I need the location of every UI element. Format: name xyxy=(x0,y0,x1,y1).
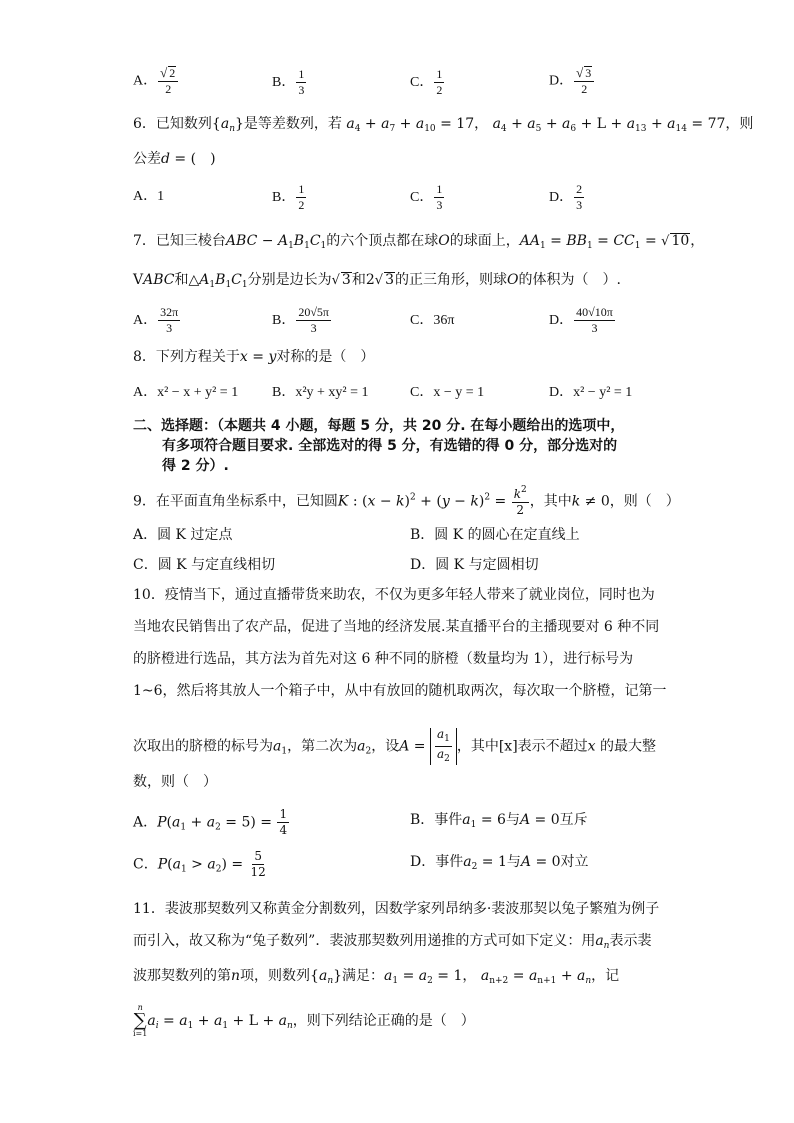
q5-option-d[interactable] xyxy=(549,66,595,96)
text: ，其中[x]表示不超过 xyxy=(456,738,588,755)
numerator: 32π xyxy=(158,306,180,321)
text: 的正三角形，则球 xyxy=(394,272,507,288)
q10-line1: 10．疫情当下，通过直播带货来助农，不仅为更多年轻人带来了就业岗位，同时也为 xyxy=(133,587,655,603)
text: 与 xyxy=(506,854,521,870)
text: ，第二次为 xyxy=(287,738,358,755)
frac: $\frac{√ 2}{2}$ xyxy=(158,66,178,96)
option-text: C．36π xyxy=(410,313,455,328)
text: 与 xyxy=(505,812,520,828)
text: = 77，则 xyxy=(691,116,754,132)
text: ，则（ ） xyxy=(609,493,680,510)
denominator: 3 xyxy=(166,321,173,336)
q10-option-c[interactable]: C．$P(a_1 > a_2)$ = $\frac{5}{12}$ xyxy=(133,849,266,880)
denominator: 3 xyxy=(436,198,443,213)
text: 8．下列方程关于 xyxy=(133,349,240,365)
text: 的六个顶点都在球 xyxy=(326,233,439,249)
text: 而引入，故又称为“兔子数列”．裴波那契数列用递推的方式可如下定义：用 xyxy=(133,933,596,949)
text: ，其中 xyxy=(529,493,572,510)
option-label: A． xyxy=(133,814,158,831)
q10-option-b[interactable]: B．事件$a_1 = 6$与A = 0互斥 xyxy=(410,812,588,830)
q5-option-b[interactable] xyxy=(272,68,307,97)
q10-option-d[interactable]: D．事件$a_2 = 1$与A = 0对立 xyxy=(410,854,589,872)
numerator: 1 xyxy=(434,183,444,198)
q9-option-d[interactable] xyxy=(410,558,539,572)
q7-option-d[interactable] xyxy=(549,306,616,335)
text: 表示裴 xyxy=(609,933,652,949)
frac xyxy=(574,183,584,212)
section-heading-line3: 得 2 分）. xyxy=(162,458,229,474)
q7-stem-line2: VABC和$\triangle A_1B_1C_1$分别是边长为√ 3和2√ 3的正三角形，则球O的体积为（ ）. xyxy=(133,272,621,290)
option-text: B．圆 K 的圆心在定直线上 xyxy=(410,527,580,543)
text: ，设 xyxy=(371,738,400,755)
option-text: D．x² − y² = 1 xyxy=(549,385,633,400)
denominator: 3 xyxy=(576,198,583,213)
denominator: 2 xyxy=(298,198,305,213)
option-text: C．圆 K 与定直线相切 xyxy=(133,557,276,573)
denominator: 3 xyxy=(310,321,317,336)
text: 的最大整 xyxy=(600,738,657,755)
option-text: B．x²y + xy² = 1 xyxy=(272,385,369,400)
option-text: C．x − y = 1 xyxy=(410,385,485,400)
option-label: D． xyxy=(549,73,574,89)
text: 公差 xyxy=(133,151,161,167)
section-heading-line2: 有多项符合题目要求. 全部选对的得 5 分，有选错的得 0 分，部分选对的 xyxy=(162,438,618,454)
q7-stem: 7．已知三棱台ABC − $A_1B_1C_1$的六个顶点都在球O的球面上，$AA_1 = BB_1 = CC_1$ = √ 10， xyxy=(133,233,705,251)
numerator: 1 xyxy=(296,183,306,198)
text: 次取出的脐橙的标号为 xyxy=(133,738,273,755)
text: 项，则数列 xyxy=(240,968,311,984)
q11-line1: 11．裴波那契数列又称黄金分割数列，因数学家列昂纳多·裴波那契以兔子繁殖为例子 xyxy=(133,901,660,917)
numerator: 1 xyxy=(296,68,306,83)
radicand: 3 xyxy=(585,66,592,80)
q10-line2: 当地农民销售出了农产品，促进了当地的经济发展.某直播平台的主播现要对 6 种不同 xyxy=(133,619,660,635)
text: ，记 xyxy=(591,968,620,984)
q8-stem: 8．下列方程关于x = y对称的是（ ） xyxy=(133,349,375,365)
text: 分别是边长为 xyxy=(247,272,332,288)
q11-line3: 波那契数列的第n项，则数列$\{a_n\}$满足：$a_1 = a_2 = 1$， $a_{n+2} = a_{n+1} + a_n$，记 xyxy=(133,968,620,986)
text: D．事件 xyxy=(410,854,464,870)
q9-stem: 9．在平面直角坐标系中，已知圆K : $(x - k)^2 + (y - k)^2$ = $\frac{k^2}{2}$ ，其中k ≠ 0，则（ ） xyxy=(133,485,680,518)
text: 互斥 xyxy=(559,812,588,828)
q6-option-b[interactable] xyxy=(272,183,307,212)
text: = 17， xyxy=(440,116,489,132)
text: 6．已知数列 xyxy=(133,116,212,132)
q5-option-a[interactable] xyxy=(133,66,179,96)
denominator: 3 xyxy=(298,83,305,98)
frac xyxy=(574,306,615,335)
text: 满足： xyxy=(342,968,385,984)
q7-option-c[interactable] xyxy=(410,314,454,328)
denominator: 2 xyxy=(436,83,443,98)
option-text: A．x² − x + y² = 1 xyxy=(133,385,239,400)
q9-option-c[interactable] xyxy=(133,558,275,572)
q6-option-d[interactable] xyxy=(549,183,585,212)
q6-option-a[interactable] xyxy=(133,190,164,204)
q9-option-a[interactable] xyxy=(133,528,232,542)
text: ，则下列结论正确的是（ ） xyxy=(292,1013,475,1029)
radicand: 2 xyxy=(169,66,176,80)
option-text: A．1 xyxy=(133,189,165,204)
option-label: C． xyxy=(410,189,434,205)
q11-line4: n ∑ i=1 $a_i = a_1 + a_1 + L + a_n$，则下列结论正确的是（ ） xyxy=(133,1003,475,1038)
q10-line3: 的脐橙进行选品，其方法为首先对这 6 种不同的脐橙（数量均为 1），进行标号为 xyxy=(133,651,634,667)
q8-option-a[interactable] xyxy=(133,386,238,400)
text: 的球面上， xyxy=(449,233,520,249)
text: 波那契数列的第 xyxy=(133,968,231,984)
numerator: 20√5π xyxy=(296,306,331,321)
numerator: 2 xyxy=(574,183,584,198)
numerator: 40√10π xyxy=(574,306,615,321)
q8-option-c[interactable] xyxy=(410,386,484,400)
q8-option-d[interactable] xyxy=(549,386,632,400)
q10-line4: 1~6，然后将其放人一个箱子中，从中有放回的随机取两次，每次取一个脐橙，记第一 xyxy=(133,683,667,699)
denominator: 2 xyxy=(581,82,588,97)
denominator: 2 xyxy=(165,82,172,97)
option-label: C． xyxy=(410,74,434,90)
q10-line6: 数，则（ ） xyxy=(133,774,217,790)
frac xyxy=(296,306,331,335)
frac xyxy=(434,68,444,97)
option-label: D． xyxy=(549,312,574,328)
q10-option-a[interactable]: A．$P(a_1 + a_2 = 5)$ = $\frac{1}{4}$ xyxy=(133,807,288,838)
section-heading: 二、选择题：（本题共 4 小题，每题 5 分，共 20 分. 在每小题给出的选项中， xyxy=(133,418,625,434)
frac xyxy=(296,68,306,97)
option-label: B． xyxy=(272,74,296,90)
text: 7．已知三棱台 xyxy=(133,233,226,249)
text: 对立 xyxy=(560,854,589,870)
q9-option-b[interactable] xyxy=(410,528,580,542)
q6-stem: 6．已知数列$\{a_n\}$是等差数列，若 $a_4 + a_7 + a_{10} = 17$， $a_4 + a_5 + a_6 + L + a_{13} + a_{14} = 77$，则 xyxy=(133,116,754,134)
frac xyxy=(434,183,444,212)
text: 是等差数列，若 xyxy=(243,116,342,132)
option-label: C． xyxy=(133,856,158,873)
option-label: A． xyxy=(133,312,158,328)
text: 的体积为（ ）. xyxy=(518,272,621,288)
option-label: B． xyxy=(272,189,296,205)
frac: $\frac{√ 3}{2}$ xyxy=(574,66,594,96)
q5-option-c[interactable] xyxy=(410,68,445,97)
frac xyxy=(158,306,180,335)
text: 和 xyxy=(174,272,189,288)
q11-line2: 而引入，故又称为“兔子数列”．裴波那契数列用递推的方式可如下定义：用$a_n$表示裴 xyxy=(133,933,652,951)
q7-option-a[interactable] xyxy=(133,306,181,335)
option-label: A． xyxy=(133,73,158,89)
text: 对称的是（ ） xyxy=(276,349,375,365)
numerator: 1 xyxy=(434,68,444,83)
text: B．事件 xyxy=(410,812,463,828)
q7-option-b[interactable] xyxy=(272,306,332,335)
text: 和 xyxy=(351,272,366,288)
option-text: D．圆 K 与定圆相切 xyxy=(410,557,539,573)
q6-stem-line2: 公差d = ( ) xyxy=(133,151,216,167)
q6-option-c[interactable] xyxy=(410,183,445,212)
frac xyxy=(296,183,306,212)
option-label: D． xyxy=(549,189,574,205)
option-label: B． xyxy=(272,312,296,328)
q10-line5: 次取出的脐橙的标号为$a_1$，第二次为$a_2$，设A = $\frac{a_1}{a_2}$ ，其中[x]表示不超过x 的最大整 xyxy=(133,727,657,764)
text: = ( ) xyxy=(174,151,216,167)
text: 9．在平面直角坐标系中，已知圆 xyxy=(133,493,338,510)
denominator: 3 xyxy=(591,321,598,336)
option-text: A．圆 K 过定点 xyxy=(133,527,233,543)
q8-option-b[interactable] xyxy=(272,386,369,400)
